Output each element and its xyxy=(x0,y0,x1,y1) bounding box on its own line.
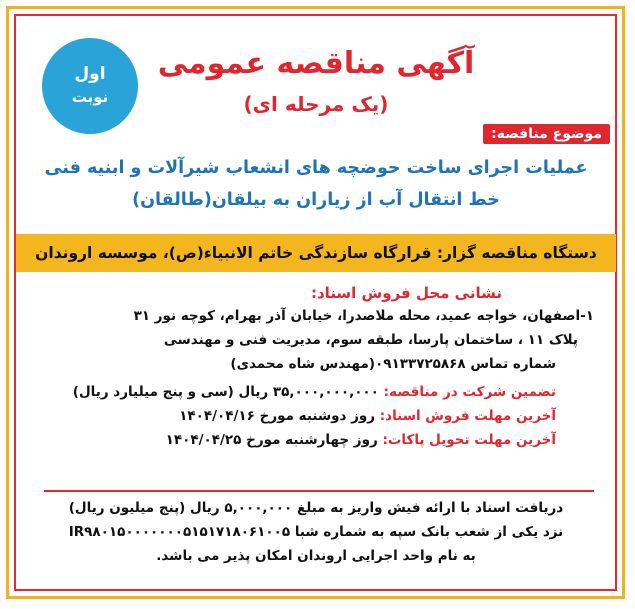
organizer-bar: دستگاه مناقصه گزار: قرارگاه سازندگی خاتم الانبیاء(ص)، موسسه اروندان xyxy=(16,234,616,272)
first-publication-logo xyxy=(42,38,138,134)
address-title: نشانی محل فروش اسناد: xyxy=(310,284,502,302)
section-divider xyxy=(44,490,594,492)
notice-title: آگهی مناقصه عمومی xyxy=(157,46,475,81)
footer-line-1: دریافت اسناد با ارائه فیش واریز به مبلغ ۵,۰۰۰,۰۰۰ ریال (پنج میلیون ریال) xyxy=(68,500,564,516)
footer-line-2: نزد یکی از شعب بانک سپه به شماره شبا IR۹۸۰۱۵۰۰۰۰۰۰۰۵۱۵۱۷۱۸۰۶۱۰۰۵ xyxy=(68,524,564,540)
guarantee-value: ۳۵,۰۰۰,۰۰۰,۰۰۰ ریال (سی و پنج میلیارد ریال) xyxy=(72,384,384,400)
docs-deadline-label: آخرین مهلت فروش اسناد: xyxy=(379,408,556,424)
topic-line-1: عملیات اجرای ساخت حوضچه های انشعاب شیرآلات و ابنیه فنی xyxy=(44,158,588,178)
envelopes-deadline-value: روز چهارشنبه مورخ ۱۴۰۴/۰۴/۲۵ xyxy=(165,432,383,448)
envelopes-deadline-line xyxy=(166,432,556,448)
address-line-2: پلاک ۱۱ ، ساختمان پارسا، طبقه سوم، مدیریت فنی و مهندسی xyxy=(163,332,578,348)
topic-label: موضوع مناقصه: xyxy=(483,124,610,144)
logo-text-publication: نوبت xyxy=(71,88,109,106)
address-line-1: ۱-اصفهان، خواجه عمید، محله ملاصدرا، خیابان آذر بهرام، کوچه نور ۳۱ xyxy=(133,308,594,324)
guarantee-line xyxy=(73,384,556,400)
guarantee-label: تضمین شرکت در مناقصه: xyxy=(383,384,556,400)
notice-subtitle: (یک مرحله ای) xyxy=(243,92,389,116)
footer-line-3: به نام واحد اجرایی اروندان امکان پذیر می باشد. xyxy=(156,548,476,564)
tender-notice xyxy=(20,22,612,582)
logo-text-first: اول xyxy=(74,64,106,84)
docs-deadline-value: روز دوشنبه مورخ ۱۴۰۴/۰۴/۱۶ xyxy=(179,408,380,424)
topic-line-2: خط انتقال آب از زیاران به بیلقان(طالقان) xyxy=(132,190,500,210)
address-line-3: شماره تماس ۰۹۱۳۳۷۲۵۸۶۸(مهندس شاه محمدی) xyxy=(230,356,556,372)
envelopes-deadline-label: آخرین مهلت تحویل پاکات: xyxy=(382,432,556,448)
docs-deadline-line xyxy=(179,408,556,424)
